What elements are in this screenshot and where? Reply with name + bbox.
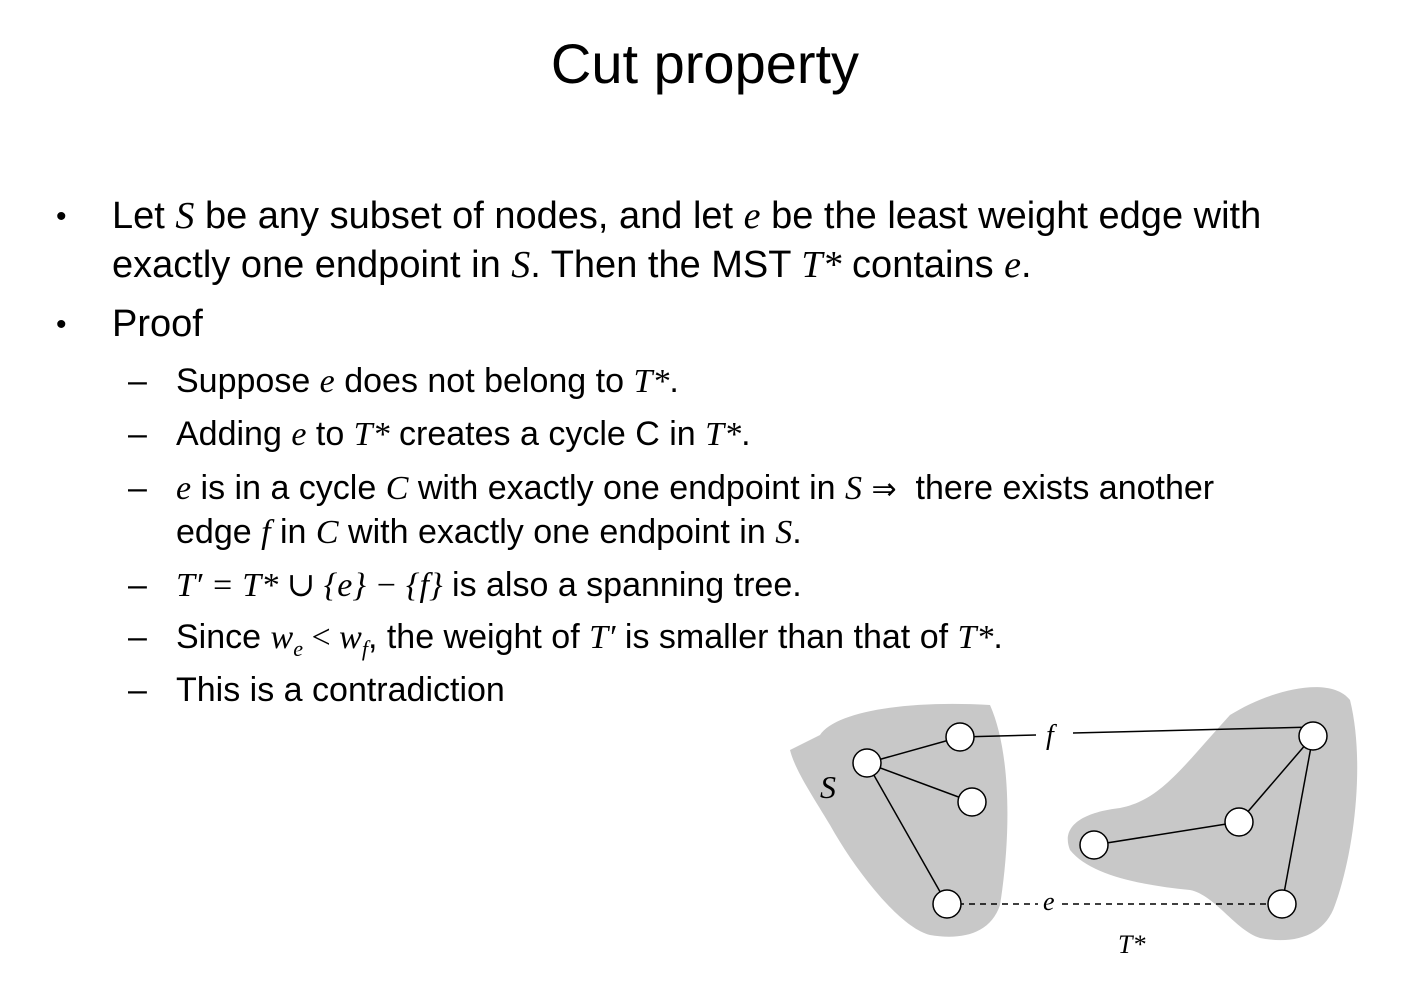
- statement-line-1: Let S be any subset of nodes, and let e be the least weight edge with: [112, 195, 1262, 237]
- proof-step-6: – This is a contradiction: [128, 671, 505, 709]
- graph-node: [946, 723, 974, 751]
- dash-mark: –: [128, 469, 147, 507]
- dash-mark: –: [128, 415, 147, 453]
- graph-node: [1268, 890, 1296, 918]
- dash-mark: –: [128, 362, 147, 400]
- label-s: S: [820, 769, 836, 805]
- proof-step-2: – Adding e to T* creates a cycle C in T*.: [128, 415, 751, 453]
- proof-step-5: – Since $w_e < w_f$, the weight of T′ is smaller than that of T*.: [128, 618, 1003, 661]
- spanning-tree-formula: T′ = T* ∪ {e} − {f}: [176, 567, 443, 604]
- dash-mark: –: [128, 618, 147, 656]
- graph-node: [933, 890, 961, 918]
- label-tstar: T*: [1118, 930, 1146, 959]
- slide-title: Cut property: [550, 32, 860, 95]
- graph-node: [1080, 831, 1108, 859]
- proof-step-3-line-1: e is in a cycle C with exactly one endpoint in S ⇒ there exists another: [176, 469, 1215, 507]
- bullet-mark: •: [56, 308, 67, 341]
- proof-heading: Proof: [112, 303, 203, 345]
- graph-node: [958, 788, 986, 816]
- proof-step-4: – T′ = T* ∪ {e} − {f} is also a spanning tree.: [128, 566, 802, 604]
- dash-mark: –: [128, 671, 147, 709]
- graph-node: [1225, 808, 1253, 836]
- graph-node: [1299, 722, 1327, 750]
- bullet-mark: •: [56, 200, 67, 233]
- dash-mark: –: [128, 566, 147, 604]
- label-f: f: [1046, 720, 1054, 751]
- statement-line-2: exactly one endpoint in S. Then the MST T* contains e.: [112, 244, 1032, 286]
- graph-node: [853, 749, 881, 777]
- proof-step-3-line-2: edge f in C with exactly one endpoint in S.: [176, 513, 802, 551]
- label-e: e: [1043, 887, 1055, 916]
- proof-step-1: – Suppose e does not belong to T*.: [128, 362, 679, 400]
- implies-symbol: ⇒: [871, 472, 897, 507]
